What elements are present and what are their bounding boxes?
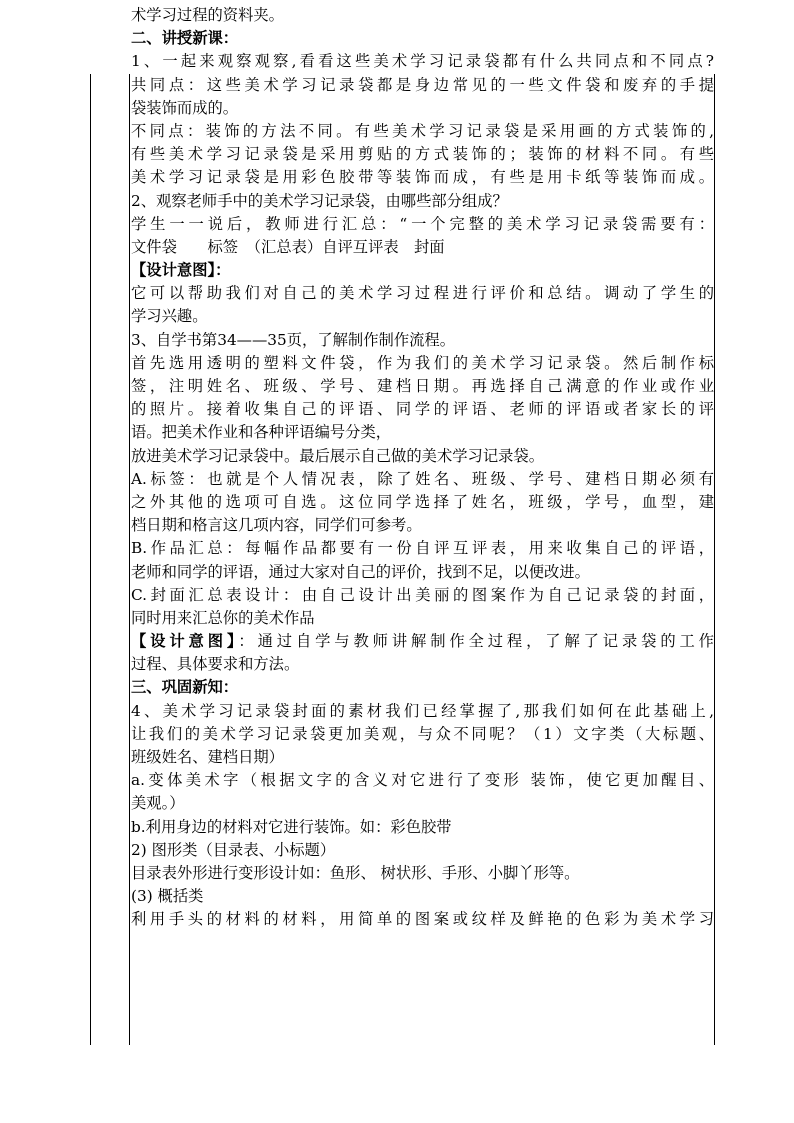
text-line: 不同点：装饰的方法不同。有些美术学习记录袋是采用画的方式装饰的, (131, 121, 714, 140)
text-line: 签，注明姓名、班级、学号、建档日期。再选择自己满意的作业或作业 (131, 377, 714, 395)
text-line: (3) 概括类 (131, 887, 204, 906)
section-heading: 三、巩固新知： (131, 678, 239, 697)
text-line: 语。把美术作业和各种评语编号分类， (131, 423, 392, 442)
text-line: 学生一一说后，教师进行汇总：“一个完整的美术学习记录袋需要有： (131, 214, 714, 233)
section-heading: 二、讲授新课： (131, 29, 239, 48)
text-line: 术学习过程的资料夹。 (131, 6, 284, 24)
table-column-divider (129, 74, 130, 1045)
text-line: 学习兴趣。 (131, 307, 208, 326)
text-line: 让我们的美术学习记录袋更加美观，与众不同呢？（1）文字类（大标题、 (131, 724, 714, 743)
text-line (131, 630, 714, 653)
text-line: a.变体美术字（根据文字的含义对它进行了变形 装饰，使它更加醒目、 (131, 771, 714, 790)
text-line: 目录表外形进行变形设计如：鱼形、 树状形、手形、小脚丫形等。 (131, 863, 580, 882)
text-line: 放进美术学习记录袋中。最后展示自己做的美术学习记录袋。 (131, 446, 545, 465)
text-line: 共同点：这些美术学习记录袋都是身边常见的一些文件袋和废弃的手提 (131, 75, 714, 94)
text-line: C.封面汇总表设计：由自己设计出美丽的图案作为自己记录袋的封面， (131, 585, 714, 604)
text-line: 它可以帮助我们对自己的美术学习过程进行评价和总结。调动了学生的 (131, 284, 714, 303)
text-line: 老师和同学的评语，通过大家对自己的评价，找到不足，以便改进。 (131, 562, 590, 581)
text-line: 美观。） (131, 794, 185, 813)
text-line: 同时用来汇总你的美术作品 (131, 608, 315, 627)
text-line: 档日期和格言这几项内容，同学们可参考。 (131, 516, 422, 535)
design-intent-label: 【设计意图】 (131, 632, 239, 651)
text-line: 文件袋 标签 （汇总表）自评互评表 封面 (131, 237, 445, 256)
text-line: b.利用身边的材料对它进行装饰。如：彩色胶带 (131, 817, 452, 836)
text-line: 利用手头的材料的材料，用简单的图案或纹样及鲜艳的色彩为美术学习 (131, 910, 714, 929)
text-line: 首先选用透明的塑料文件袋，作为我们的美术学习记录袋。然后制作标 (131, 353, 714, 372)
text-line: B.作品汇总：每幅作品都要有一份自评互评表，用来收集自己的评语， (131, 539, 714, 558)
text-line: 之外其他的选项可自选。这位同学选择了姓名，班级，学号，血型，建 (131, 492, 714, 511)
text-line: 1、一起来观察观察,看看这些美术学习记录袋都有什么共同点和不同点? (131, 52, 714, 71)
text-line: 的照片。接着收集自己的评语、同学的评语、老师的评语或者家长的评 (131, 400, 714, 419)
lesson-content (131, 4, 714, 932)
text-line: 2) 图形类（目录表、小标题） (131, 840, 336, 859)
section-heading: 【设计意图】： (131, 261, 231, 280)
text-line-rest: ：通过自学与教师讲解制作全过程，了解了记录袋的工作 (238, 632, 714, 651)
text-line: A.标签：也就是个人情况表，除了姓名、班级、学号、建档日期必须有 (131, 469, 714, 488)
table-right-border (714, 74, 715, 1045)
table-left-border (90, 74, 91, 1045)
text-line: 2、观察老师手中的美术学习记录袋，由哪些部分组成？ (131, 191, 508, 210)
text-line: 袋装饰而成的。 (131, 98, 239, 117)
text-line: 4、美术学习记录袋封面的素材我们已经掌握了,那我们如何在此基础上, (131, 701, 714, 720)
text-line: 有些美术学习记录袋是采用剪贴的方式装饰的；装饰的材料不同。有些 (131, 145, 714, 164)
text-line: 美术学习记录袋是用彩色胶带等装饰而成，有些是用卡纸等装饰而成。 (131, 168, 714, 187)
text-line: 过程、具体要求和方法。 (131, 655, 300, 674)
text-line: 班级姓名、建档日期） (131, 748, 284, 766)
text-line: 3、自学书第34——35页，了解制作制作流程。 (131, 330, 456, 349)
